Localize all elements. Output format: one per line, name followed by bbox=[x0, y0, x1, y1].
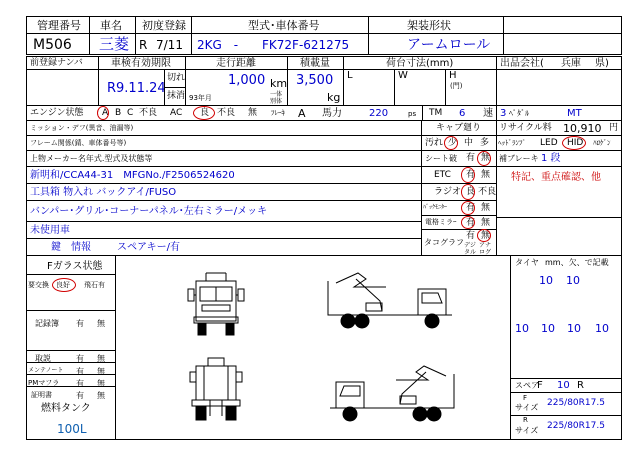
tire-rear-2: 10 bbox=[541, 322, 555, 335]
spare-r-label: R bbox=[577, 380, 584, 391]
pm-yes: 有 bbox=[76, 379, 84, 388]
recycle-row bbox=[496, 120, 622, 136]
mirror-row bbox=[421, 215, 497, 230]
bed-height-cell bbox=[445, 69, 497, 106]
etc-yes-circle bbox=[461, 167, 475, 183]
headlamp-led: LED bbox=[540, 138, 558, 148]
etc-row bbox=[421, 166, 497, 184]
engine-grade-circle bbox=[97, 106, 109, 120]
record-yes: 有 bbox=[76, 319, 84, 328]
engine-row bbox=[26, 105, 622, 121]
tacho-tal: タル bbox=[464, 249, 477, 256]
spec-line-2-row bbox=[26, 183, 422, 201]
tire-rear-4: 10 bbox=[595, 322, 609, 335]
massho-label: 抹消 bbox=[167, 91, 186, 101]
upper-maker-label: 上物メーカー名年式.型式及状態等 bbox=[30, 154, 153, 163]
cert-no: 無 bbox=[97, 391, 105, 400]
maint-yes: 有 bbox=[76, 367, 84, 376]
exhibitor-value-cell bbox=[496, 69, 622, 106]
pedal-label: ﾍﾟﾀﾞﾙ bbox=[509, 109, 529, 118]
radio-good-circle bbox=[461, 184, 475, 200]
cab-label: キャブ廻り bbox=[436, 123, 482, 133]
seat-no: 無 bbox=[481, 153, 491, 163]
tm-speeds: 6 bbox=[459, 108, 466, 119]
tacho-yes: 有 bbox=[466, 231, 476, 241]
fuel-value: 100L bbox=[57, 422, 87, 436]
model-label: 型式･車体番号 bbox=[248, 19, 320, 32]
spec-line-1-row bbox=[26, 166, 422, 184]
key-label: 鍵 情報 bbox=[51, 242, 91, 253]
recycle-fee: 10,910 bbox=[563, 122, 602, 135]
recycle-yen: 円 bbox=[609, 123, 619, 133]
exhibitor-cell bbox=[496, 56, 622, 70]
etc-no: 無 bbox=[481, 170, 491, 180]
first-reg-label: 初度登録 bbox=[142, 19, 186, 32]
truck-rear-view-icon bbox=[186, 356, 246, 426]
load-value: 3,500 bbox=[296, 73, 334, 88]
glass-good: 良好 bbox=[56, 281, 70, 289]
prev-plate-label-cell bbox=[26, 56, 99, 70]
bed-label: 荷台寸法(mm) bbox=[386, 58, 454, 69]
ac-good-circle bbox=[193, 106, 215, 120]
name-label: 車名 bbox=[100, 19, 122, 32]
speed-unit: 速 bbox=[483, 108, 493, 119]
cert-label: 証明書 bbox=[31, 391, 52, 399]
dirt-label: 汚れ bbox=[425, 138, 444, 148]
notes-label: 特記、重点確認、他 bbox=[511, 172, 601, 183]
truck-front-view-icon bbox=[186, 269, 246, 339]
maint-no: 無 bbox=[97, 367, 105, 376]
tacho-log: ログ bbox=[479, 249, 492, 256]
fuel-label: 燃料タンク bbox=[41, 403, 91, 414]
mirror-yes: 有 bbox=[466, 218, 476, 228]
body-type-label-cell bbox=[368, 16, 504, 34]
ps-unit: ps bbox=[408, 110, 417, 118]
headlamp-halogen: ﾊﾛｹﾞﾝ bbox=[593, 139, 611, 147]
etc-yes: 有 bbox=[466, 170, 476, 180]
recycle-label: リサイクル料 bbox=[499, 123, 552, 133]
ac-bad: 不良 bbox=[217, 108, 236, 118]
massho-cell bbox=[164, 87, 186, 106]
spec-line-3-row bbox=[26, 200, 422, 222]
inspection-label-cell bbox=[98, 56, 186, 70]
tire-line-3 bbox=[510, 415, 622, 416]
frame-row bbox=[26, 135, 422, 151]
mission-row bbox=[26, 120, 422, 136]
prev-plate-label: 前登録ナンバ bbox=[30, 58, 83, 68]
mgmt-no-cell bbox=[26, 33, 90, 55]
prev-plate-cell bbox=[26, 69, 99, 106]
r-size-label: サイズ bbox=[515, 426, 539, 435]
mgmt-no: M506 bbox=[33, 37, 72, 53]
record-no: 無 bbox=[97, 319, 105, 328]
tire-front-right: 10 bbox=[566, 274, 580, 287]
headlamp-hid: HID bbox=[567, 138, 584, 148]
engine-divider bbox=[422, 105, 423, 121]
record-label: 記録簿 bbox=[35, 319, 59, 328]
back-monitor-no: 無 bbox=[481, 203, 491, 213]
pm-no: 無 bbox=[97, 379, 105, 388]
spare-f-label: F bbox=[537, 380, 543, 391]
bl-line-2 bbox=[26, 310, 116, 311]
tacho-label: タコグラフ bbox=[424, 238, 464, 247]
prefecture: 兵庫 bbox=[561, 58, 581, 69]
bl-line-5 bbox=[26, 374, 116, 375]
engine-divider-2 bbox=[496, 105, 497, 121]
seat-label: シート破 bbox=[425, 154, 457, 163]
header-empty-cell-2 bbox=[503, 33, 622, 55]
model-label-cell bbox=[191, 16, 369, 34]
hid-circle bbox=[562, 136, 586, 150]
headlamp-label: ﾍｯﾄﾞﾗﾝﾌﾟ bbox=[498, 139, 526, 147]
mirror-no: 無 bbox=[481, 218, 491, 228]
ac-none: 無 bbox=[248, 108, 258, 118]
reg-era: R bbox=[139, 38, 148, 52]
bed-length-label: L bbox=[347, 70, 353, 81]
chassis-no: FK72F-621275 bbox=[262, 38, 350, 52]
body-type-label: 架装形状 bbox=[407, 19, 451, 32]
aux-brake-row bbox=[496, 150, 622, 167]
reg-date-cell bbox=[135, 33, 192, 55]
dirt-many: 多 bbox=[480, 138, 490, 148]
mirror-label: 電格ミラｰ bbox=[425, 218, 457, 226]
engine-bad: 不良 bbox=[139, 108, 158, 118]
bl-line-3 bbox=[26, 350, 116, 351]
pedal-count: 3 bbox=[500, 108, 507, 119]
seat-no-circle bbox=[477, 151, 491, 166]
glass-replace: 要交換 bbox=[28, 281, 49, 289]
dirt-small: 少 bbox=[448, 138, 458, 148]
mgmt-label-cell bbox=[26, 16, 90, 34]
bed-label-cell bbox=[343, 56, 497, 70]
body-note-2: 別体 bbox=[270, 98, 283, 105]
bed-length-cell bbox=[343, 69, 395, 106]
maint-label: メンテノート bbox=[28, 367, 64, 374]
tire-line-2 bbox=[510, 392, 622, 393]
tacho-digi: デジ bbox=[464, 242, 476, 249]
ac-label: AC bbox=[170, 108, 183, 118]
model-prefix: 2KG - bbox=[197, 38, 239, 52]
maker: 三菱 bbox=[99, 35, 130, 53]
manual-yes: 有 bbox=[76, 354, 84, 363]
bl-line-4 bbox=[26, 362, 116, 363]
radio-row bbox=[421, 183, 497, 201]
bed-width-cell bbox=[394, 69, 446, 106]
headlamp-row bbox=[496, 135, 622, 151]
engine-grade-c: C bbox=[127, 108, 134, 118]
body-note-1: 一体 bbox=[270, 91, 283, 98]
aux-brake-label: 補ブレーキ bbox=[499, 154, 539, 163]
tire-note: mm、欠、で記載 bbox=[545, 258, 609, 267]
glass-label: Fガラス状態 bbox=[47, 261, 103, 272]
hp-label: 馬力 bbox=[322, 108, 342, 119]
transmission: MT bbox=[567, 108, 582, 119]
tacho-no-circle bbox=[477, 229, 491, 242]
etc-label: ETC bbox=[434, 170, 451, 180]
brake-label: ﾌﾚｰｷ bbox=[271, 109, 285, 117]
tacho-ana: アナ bbox=[479, 242, 492, 249]
tire-rear-3: 10 bbox=[567, 322, 581, 335]
spec-line-3: バンパー･グリル･コーナーパネル･左右ミラー/メッキ bbox=[30, 206, 268, 217]
back-monitor-label: ﾊﾞｯｸﾓﾆﾀｰ bbox=[423, 204, 448, 211]
back-monitor-yes-circle bbox=[461, 201, 475, 215]
spec-line-4-row bbox=[26, 221, 422, 239]
brake-grade: A bbox=[298, 107, 306, 120]
r-size-tag: R bbox=[523, 416, 528, 424]
tire-panel bbox=[510, 255, 622, 440]
load-label: 積載量 bbox=[300, 58, 330, 69]
spec-line-1: 新明和/CCA44-31 MFGNo./F2506524620 bbox=[30, 170, 235, 181]
load-cell bbox=[287, 69, 344, 106]
glass-good-circle bbox=[52, 278, 76, 292]
tm-label: TM bbox=[429, 108, 443, 118]
upper-maker-row bbox=[26, 150, 422, 167]
f-size-value: 225/80R17.5 bbox=[547, 398, 605, 408]
tire-front-left: 10 bbox=[539, 274, 553, 287]
reg-date: 7/11 bbox=[156, 38, 183, 52]
vehicle-inspection-sheet bbox=[26, 16, 622, 440]
engine-label: エンジン状態 bbox=[30, 108, 84, 118]
kg-unit: kg bbox=[327, 91, 341, 104]
notes-inner-line bbox=[496, 166, 622, 218]
ac-good: 良 bbox=[200, 108, 210, 118]
radio-bad: 不良 bbox=[478, 187, 497, 197]
truck-side-view-left-icon bbox=[326, 271, 456, 333]
key-row bbox=[26, 238, 422, 256]
dirt-mid: 中 bbox=[464, 138, 474, 148]
mileage-value: 1,000 bbox=[228, 73, 266, 88]
spec-line-2: 工具箱 物入れ バックアイ/FUSO bbox=[30, 187, 177, 198]
bed-height-note: (門) bbox=[450, 82, 463, 90]
hp-value: 220 bbox=[369, 108, 389, 119]
manual-no: 無 bbox=[97, 354, 105, 363]
spare-label: スペア bbox=[515, 381, 539, 390]
spec-line-4: 未使用車 bbox=[30, 225, 70, 236]
engine-grade-b: B bbox=[115, 108, 122, 118]
glass-chip: 飛石有 bbox=[84, 281, 105, 289]
odometer-note: 93年月 bbox=[189, 94, 212, 102]
cert-yes: 有 bbox=[76, 391, 84, 400]
header-empty-cell bbox=[503, 16, 622, 34]
body-type-cell bbox=[368, 33, 504, 55]
km-unit: km bbox=[270, 77, 288, 90]
bl-line-1 bbox=[26, 274, 116, 275]
pm-label: PMマフラ bbox=[28, 379, 60, 387]
first-reg-label-cell bbox=[135, 16, 192, 34]
f-size-tag: F bbox=[523, 394, 528, 402]
dirt-row bbox=[421, 135, 497, 151]
inspection-label: 車検有効期限 bbox=[111, 58, 171, 69]
maker-cell bbox=[89, 33, 136, 55]
radio-label: ラジオ bbox=[434, 187, 462, 197]
model-cell bbox=[191, 33, 369, 55]
aux-brake-value: 1 段 bbox=[541, 153, 561, 164]
key-value: スペアキー/有 bbox=[117, 242, 180, 253]
dirt-small-circle bbox=[444, 136, 458, 150]
back-monitor-yes: 有 bbox=[466, 203, 476, 213]
mgmt-label: 管理番号 bbox=[37, 19, 81, 32]
mileage-cell bbox=[185, 69, 288, 106]
frame-label: フレーム関係(錆、車体番号等) bbox=[30, 139, 127, 147]
tire-line-1 bbox=[510, 378, 622, 379]
bed-height-label: H bbox=[449, 70, 457, 81]
tire-rear-1: 10 bbox=[515, 322, 529, 335]
truck-side-view-right-icon bbox=[326, 364, 456, 426]
manual-label: 取説 bbox=[35, 354, 51, 363]
mission-label: ミッション・デフ(異音、油漏等) bbox=[30, 124, 134, 132]
load-label-cell bbox=[287, 56, 344, 70]
exhibitor-label: 出品会社( bbox=[500, 58, 544, 69]
spare-f-value: 10 bbox=[557, 380, 570, 391]
cab-row bbox=[421, 120, 497, 136]
mirror-yes-circle bbox=[461, 216, 475, 229]
seat-yes: 有 bbox=[466, 153, 476, 163]
mileage-label-cell bbox=[185, 56, 288, 70]
kire-label: 切れ bbox=[167, 73, 186, 83]
engine-grade-a: A bbox=[102, 108, 109, 118]
bl-line-6 bbox=[26, 386, 116, 387]
inspection-date: R9.11.24 bbox=[107, 81, 166, 96]
kire-cell bbox=[164, 69, 186, 88]
bed-width-label: W bbox=[398, 70, 408, 81]
mileage-label: 走行距離 bbox=[216, 58, 256, 69]
tire-label: タイヤ bbox=[515, 258, 539, 267]
back-monitor-row bbox=[421, 200, 497, 216]
body-type: アームロール bbox=[407, 37, 491, 53]
tacho-no: 無 bbox=[481, 231, 491, 241]
radio-good: 良 bbox=[466, 187, 476, 197]
name-label-cell bbox=[89, 16, 136, 34]
prefecture-suffix: 県) bbox=[595, 58, 609, 69]
f-size-label: サイズ bbox=[515, 403, 539, 412]
r-size-value: 225/80R17.5 bbox=[547, 421, 605, 431]
